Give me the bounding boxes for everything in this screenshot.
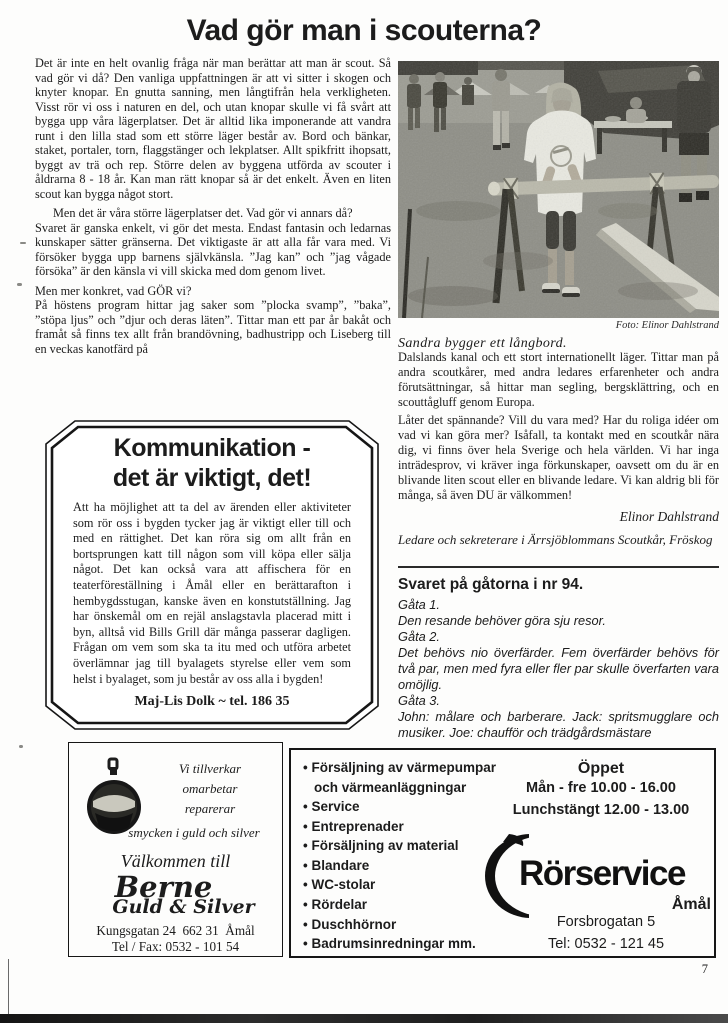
paragraph: Låter det spännande? Vill du vara med? Har du roliga idéer om vad vi kan göra mer? Isåfall, ta kontakt med en scoutkår nära dig, vi finns över hela Sverige och hela världen. Vi har inga inträdesprov, vi kräver inga förkunskaper, oavsett om du är en blivande liten scout eller en blivande ledare. Vi kan aldrig bli för många, så även DU är välkommen! [398, 413, 719, 502]
ad-address: Forsbrogatan 5 [556, 914, 656, 930]
notice-contact: Maj-Lis Dolk ~ tel. 186 35 [134, 694, 290, 710]
paragraph: Dalslands kanal och ett stort internationellt läger. Tittar man på andra scoutkårer, med andra ledares erfarenheter och andra förutsättningar, så hittar man segling, bergsklättring, och en scouttågluff genom Europa. [398, 350, 719, 409]
riddle-label: Gåta 3. [398, 692, 440, 708]
kommunikation-notice-box [45, 420, 379, 730]
riddle-answer: Den resande behöver göra sju resor. [398, 612, 606, 628]
list-item: • WC-stolar [303, 875, 503, 895]
scout-camp-photo [398, 61, 719, 318]
ad-address: Kungsgatan 24 662 31 Åmål [96, 923, 255, 938]
list-item: • Blandare [303, 856, 503, 876]
riddles-heading: Svaret på gåtorna i nr 94. [398, 576, 584, 593]
list-item: • Badrumsinredningar mm. [303, 934, 503, 954]
rorservice-logo: Rörservice Åmål [483, 834, 713, 918]
ad-berne-guld-silver [68, 742, 283, 957]
paragraph: Men mer konkret, vad GÖR vi? [35, 283, 192, 298]
scan-speck [17, 283, 22, 286]
photo-illustration [398, 61, 719, 318]
ad-text: smycken i guld och silver [128, 825, 260, 840]
riddle-answers-section [398, 566, 719, 741]
riddle-label: Gåta 1. [398, 597, 440, 612]
ad-rorservice [289, 748, 716, 958]
riddle-answer: John: målare och barberare. Jack: spritsmugglare och musiker. Joe: chaufför och trädgårdsmästare [398, 708, 719, 740]
page-title: Vad gör man i scouterna? [186, 14, 542, 47]
berne-logo: Berne Guld & Silver [112, 870, 255, 918]
paragraph: På höstens program hittar jag saker som ”plocka svamp”, ”baka”, ”stöpa ljus” och ”djur och deras läten”. Tittar man ett par år bakåt och framåt så finns tex allt från brandövning, badhustripp och Liseberg till en veckas kanotfärd på [35, 298, 391, 356]
opening-hours: Mån - fre 10.00 - 16.00 [526, 780, 676, 796]
page-number: 7 [701, 962, 708, 976]
photo-block [398, 61, 719, 352]
list-item: • Försäljning av material [303, 836, 503, 856]
riddle-label: Gåta 2. [398, 628, 440, 644]
photo-caption: Sandra bygger ett långbord. [398, 336, 567, 351]
services-list [291, 758, 503, 954]
paragraph: Svaret är ganska enkelt, vi gör det mesta. Endast fantasin och ledarnas kunskaper sätter gränserna. Det viktigaste är att alla får vara med. Vi försöker bygga upp barnens självkänsla. ”Jag kan” och ”jag vågade försöka” är den känsla vi vill skicka med dom genom livet. [35, 220, 391, 278]
notice-title: Kommunikation - det är viktigt, det! [112, 434, 312, 492]
photo-credit: Foto: Elinor Dahlstrand [615, 320, 719, 331]
list-item: • Service [303, 797, 503, 817]
scan-edge-line [8, 959, 9, 1014]
scan-speck [20, 242, 26, 244]
notice-body: Att ha möjlighet att ta del av ärenden eller aktiviteter som rör oss i bygden tycker jag är viktigt eller till och med en rättighet. Det kan röra sig om allt från en bortsprungen katt till någon som vill köpa eller sälja något. Det kan också vara att affischera för en teaterföreställning i Åmål eller en berättarafton i hembygdsstugan, kanske även en konstutställning. Jag har önskemål om en rejäl anslagstavla placerad mitt i byn, alltså vid Bills Grill där många passerar dagligen. Frågan om vem som ska ta itu med och utföra arbetet överlämnar jag till byalagets styrelse eller vem som helst i byalaget, som ju består av oss alla i bygden! [73, 500, 351, 686]
author-signature: Elinor Dahlstrand [619, 509, 719, 524]
lunch-hours: Lunchstängt 12.00 - 13.00 [512, 802, 690, 818]
scan-speck [19, 745, 23, 748]
scan-edge-artifact [0, 1014, 728, 1023]
right-column [398, 350, 719, 548]
paragraph: Men det är våra större lägerplatser det. Vad gör vi annars då? [53, 206, 353, 220]
list-item: • Duschhörnor [303, 915, 503, 935]
left-column [35, 56, 391, 356]
list-item: • Rördelar [303, 895, 503, 915]
ad-phone: Tel: 0532 - 121 45 [547, 936, 665, 952]
author-role: Ledare och sekreterare i Ärrsjöblommans Scoutkår, Fröskog [398, 532, 713, 548]
list-item: • Entreprenader [303, 817, 503, 837]
riddle-answer: Det behövs nio överfärder. Fem överfärder behövs för två par, men med fyra eller fler par skulle överfarten vara omöjlig. [398, 644, 719, 692]
list-item: • Försäljning av värmepumpar och värmeanläggningar [303, 758, 503, 797]
paragraph: Det är inte en helt ovanlig fråga när man berättar att man är scout. Så vad gör vi då? Den vanliga uppfattningen är att vi sitter i skogen och knyter knopar. En gnutta sanning, men långtifrån hela verkligheten. Visst rör vi oss i naturen en del, och utan knopar skulle vi få svårt att bygga upp våra lägerplatser. Det är alltid lika imponerande att vandra runt i den lilla stad som ett större läger består av. Bord och bänkar, staket, portaler, torn, flaggstänger och lekplatser. Allt spikfritt ihopsatt, byggt av trä och rep. Större delen av byggena utförda av scouter i åldrarna 8 - 18 år. Kan man rätt knopar så är det enkelt. Även en liten scout kan bygga något stort. [35, 56, 391, 201]
opening-hours-heading: Öppet [577, 760, 625, 777]
ad-text: Vi tillverkar omarbetar reparerar [178, 761, 242, 817]
section-divider [398, 566, 719, 568]
ad-welcome: Välkommen till [120, 851, 231, 871]
ad-phone: Tel / Fax: 0532 - 101 54 [111, 939, 240, 954]
